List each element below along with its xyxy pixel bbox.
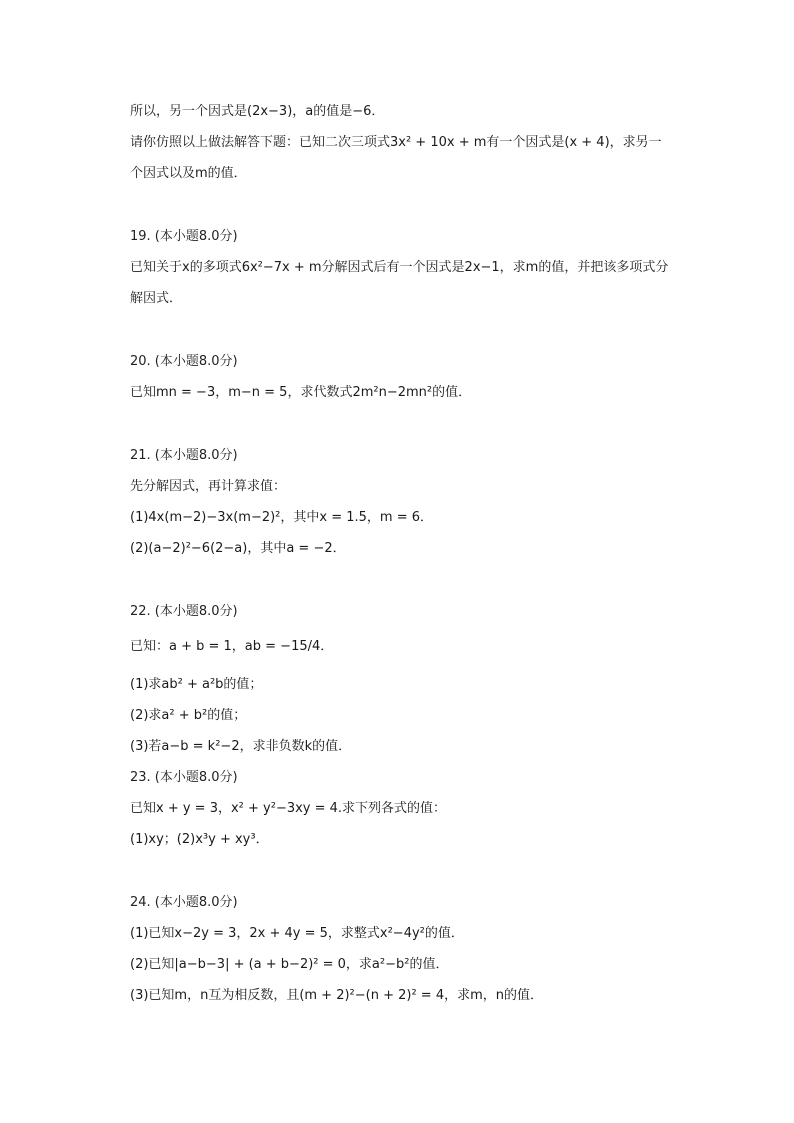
- question-22-line-3: (2)求a² + b²的值；: [130, 708, 247, 723]
- question-19-line-2: 解因式．: [130, 291, 183, 306]
- intro-line-2: 请你仿照以上做法解答下题：已知二次三项式3x² + 10x + m有一个因式是(x + 4)，求另一: [130, 135, 662, 150]
- intro-line-3: 个因式以及m的值．: [130, 166, 247, 181]
- question-21-line-1: 先分解因式，再计算求值：: [130, 479, 287, 494]
- question-24-line-2: (2)已知|a−b−3| + (a + b−2)² = 0，求a²−b²的值．: [130, 957, 449, 972]
- question-19-line-1: 已知关于x的多项式6x²−7x + m分解因式后有一个因式是2x−1，求m的值，并把该多项式分: [130, 260, 669, 275]
- question-21-header: 21. (本小题8.0分): [130, 448, 238, 463]
- question-22-line-4: (3)若a−b = k²−2，求非负数k的值．: [130, 739, 352, 754]
- question-20-line-1: 已知mn = −3，m−n = 5，求代数式2m²n−2mn²的值．: [130, 385, 472, 400]
- question-24-header: 24. (本小题8.0分): [130, 895, 238, 910]
- question-22-line-2: (1)求ab² + a²b的值；: [130, 677, 263, 692]
- question-23-header: 23. (本小题8.0分): [130, 770, 238, 785]
- question-22-header: 22. (本小题8.0分): [130, 604, 238, 619]
- question-21-line-3: (2)(a−2)²−6(2−a)，其中a = −2．: [130, 541, 346, 556]
- question-21-line-2: (1)4x(m−2)−3x(m−2)²，其中x = 1.5，m = 6．: [130, 510, 434, 525]
- question-22-line-1: 已知：a + b = 1，ab = −15/4．: [130, 639, 334, 654]
- intro-line-1: 所以，另一个因式是(2x−3)，a的值是−6．: [130, 104, 385, 119]
- question-23-line-2: (1)xy；(2)x³y + xy³．: [130, 832, 269, 847]
- question-23-line-1: 已知x + y = 3，x² + y²−3xy = 4.求下列各式的值：: [130, 801, 447, 816]
- question-19-header: 19. (本小题8.0分): [130, 229, 238, 244]
- question-24-line-3: (3)已知m，n互为相反数，且(m + 2)²−(n + 2)² = 4，求m，n的值．: [130, 988, 544, 1003]
- question-20-header: 20. (本小题8.0分): [130, 354, 238, 369]
- question-24-line-1: (1)已知x−2y = 3，2x + 4y = 5，求整式x²−4y²的值．: [130, 926, 464, 941]
